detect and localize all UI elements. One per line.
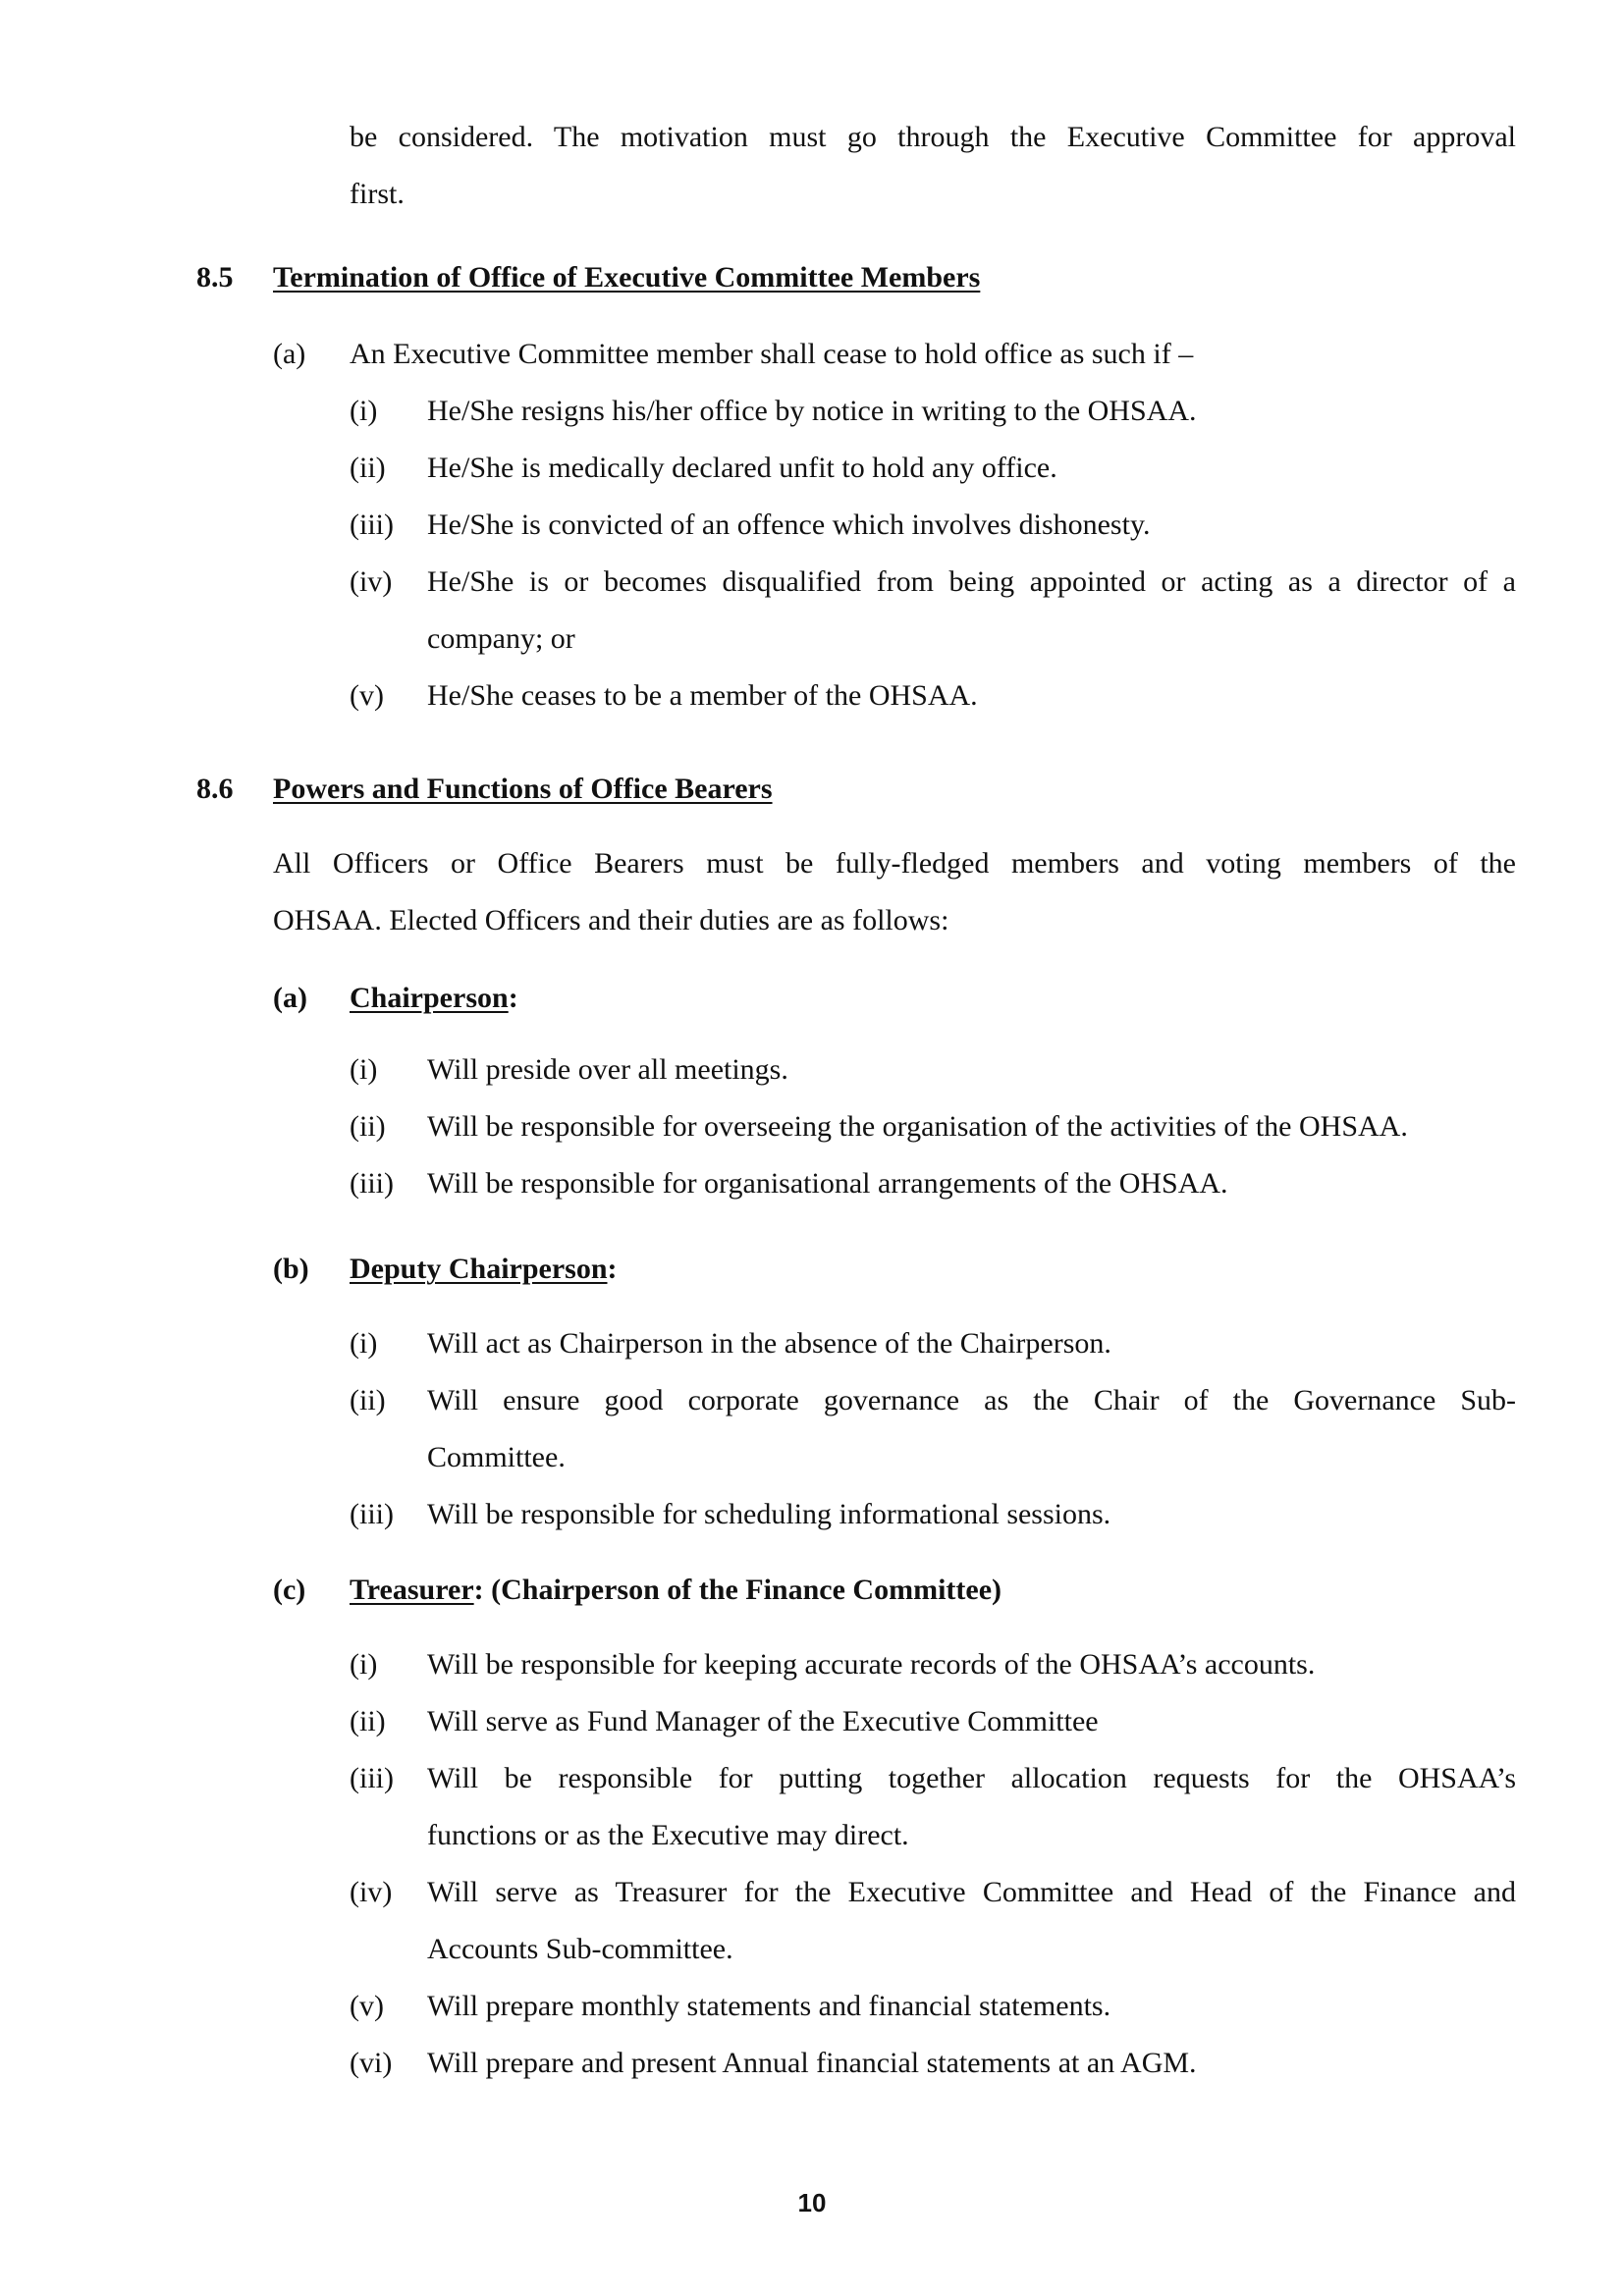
deputy-item-text: Will ensure good corporate governance as the Chair of the Governance Sub- xyxy=(427,1384,1516,1416)
s85-a-label: (a) xyxy=(273,338,306,370)
s85-a-text: An Executive Committee member shall cease to hold office as such if – xyxy=(350,338,1194,370)
s85-item-label: (v) xyxy=(350,679,384,712)
intro-line-2: first. xyxy=(350,178,405,210)
page-number: 10 xyxy=(797,2188,827,2217)
s85-item-label: (iii) xyxy=(350,508,394,541)
treasurer-item-text: Will be responsible for keeping accurate records of the OHSAA’s accounts. xyxy=(427,1648,1316,1681)
s86-paragraph-line-2: OHSAA. Elected Officers and their duties are as follows: xyxy=(273,904,949,936)
treasurer-item-label: (iii) xyxy=(350,1762,394,1794)
treasurer-title: Treasurer xyxy=(350,1574,474,1606)
treasurer-item-text: Will prepare and present Annual financial statements at an AGM. xyxy=(427,2047,1197,2079)
section-8-6-number: 8.6 xyxy=(196,773,234,805)
chairperson-title: Chairperson xyxy=(350,982,509,1014)
treasurer-item-text: Will serve as Fund Manager of the Executive Committee xyxy=(427,1705,1099,1737)
chairperson-label: (a) xyxy=(273,982,307,1014)
treasurer-item-text-cont: functions or as the Executive may direct. xyxy=(427,1819,909,1851)
section-8-5-number: 8.5 xyxy=(196,261,234,294)
deputy-colon: : xyxy=(607,1253,618,1285)
s85-item-text: He/She resigns his/her office by notice in writing to the OHSAA. xyxy=(427,395,1197,427)
treasurer-item-label: (ii) xyxy=(350,1705,386,1737)
deputy-item-text: Will be responsible for scheduling informational sessions. xyxy=(427,1498,1111,1530)
deputy-label: (b) xyxy=(273,1253,309,1285)
deputy-item-label: (i) xyxy=(350,1327,378,1360)
chair-item-label: (iii) xyxy=(350,1167,394,1200)
chair-item-text: Will preside over all meetings. xyxy=(427,1053,788,1086)
treasurer-item-text-cont: Accounts Sub-committee. xyxy=(427,1933,733,1965)
s85-item-text: He/She ceases to be a member of the OHSAA. xyxy=(427,679,978,712)
deputy-item-text: Will act as Chairperson in the absence of the Chairperson. xyxy=(427,1327,1111,1360)
chairperson-colon: : xyxy=(508,982,518,1014)
deputy-item-label: (ii) xyxy=(350,1384,386,1416)
treasurer-label: (c) xyxy=(273,1574,306,1606)
s85-item-text: He/She is convicted of an offence which involves dishonesty. xyxy=(427,508,1151,541)
s85-item-text-cont: company; or xyxy=(427,622,575,655)
s85-item-text: He/She is or becomes disqualified from being appointed or acting as a director of a xyxy=(427,565,1516,598)
treasurer-item-text: Will be responsible for putting together allocation requests for the OHSAA’s xyxy=(427,1762,1516,1794)
treasurer-heading xyxy=(350,1562,1001,1619)
treasurer-item-label: (vi) xyxy=(350,2047,393,2079)
deputy-item-label: (iii) xyxy=(350,1498,394,1530)
s85-item-text: He/She is medically declared unfit to hold any office. xyxy=(427,452,1057,484)
chair-item-label: (i) xyxy=(350,1053,378,1086)
s85-item-label: (i) xyxy=(350,395,378,427)
section-8-6-heading: Powers and Functions of Office Bearers xyxy=(273,773,773,805)
s86-paragraph-line-1: All Officers or Office Bearers must be fully-fledged members and voting members of the xyxy=(273,847,1516,880)
deputy-heading xyxy=(350,1241,618,1298)
treasurer-item-label: (v) xyxy=(350,1990,384,2022)
treasurer-suffix: : (Chairperson of the Finance Committee) xyxy=(473,1574,1002,1606)
chair-item-text: Will be responsible for overseeing the organisation of the activities of the OHSAA. xyxy=(427,1110,1408,1143)
deputy-item-text-cont: Committee. xyxy=(427,1441,566,1473)
chairperson-heading xyxy=(350,970,518,1027)
treasurer-item-label: (i) xyxy=(350,1648,378,1681)
chair-item-text: Will be responsible for organisational arrangements of the OHSAA. xyxy=(427,1167,1228,1200)
s85-item-label: (iv) xyxy=(350,565,393,598)
treasurer-item-label: (iv) xyxy=(350,1876,393,1908)
s85-item-label: (ii) xyxy=(350,452,386,484)
intro-line-1: be considered. The motivation must go through the Executive Committee for approval xyxy=(350,121,1516,153)
deputy-title: Deputy Chairperson xyxy=(350,1253,608,1285)
section-8-5-heading: Termination of Office of Executive Committee Members xyxy=(273,261,981,294)
chair-item-label: (ii) xyxy=(350,1110,386,1143)
treasurer-item-text: Will serve as Treasurer for the Executive Committee and Head of the Finance and xyxy=(427,1876,1516,1908)
treasurer-item-text: Will prepare monthly statements and financial statements. xyxy=(427,1990,1111,2022)
